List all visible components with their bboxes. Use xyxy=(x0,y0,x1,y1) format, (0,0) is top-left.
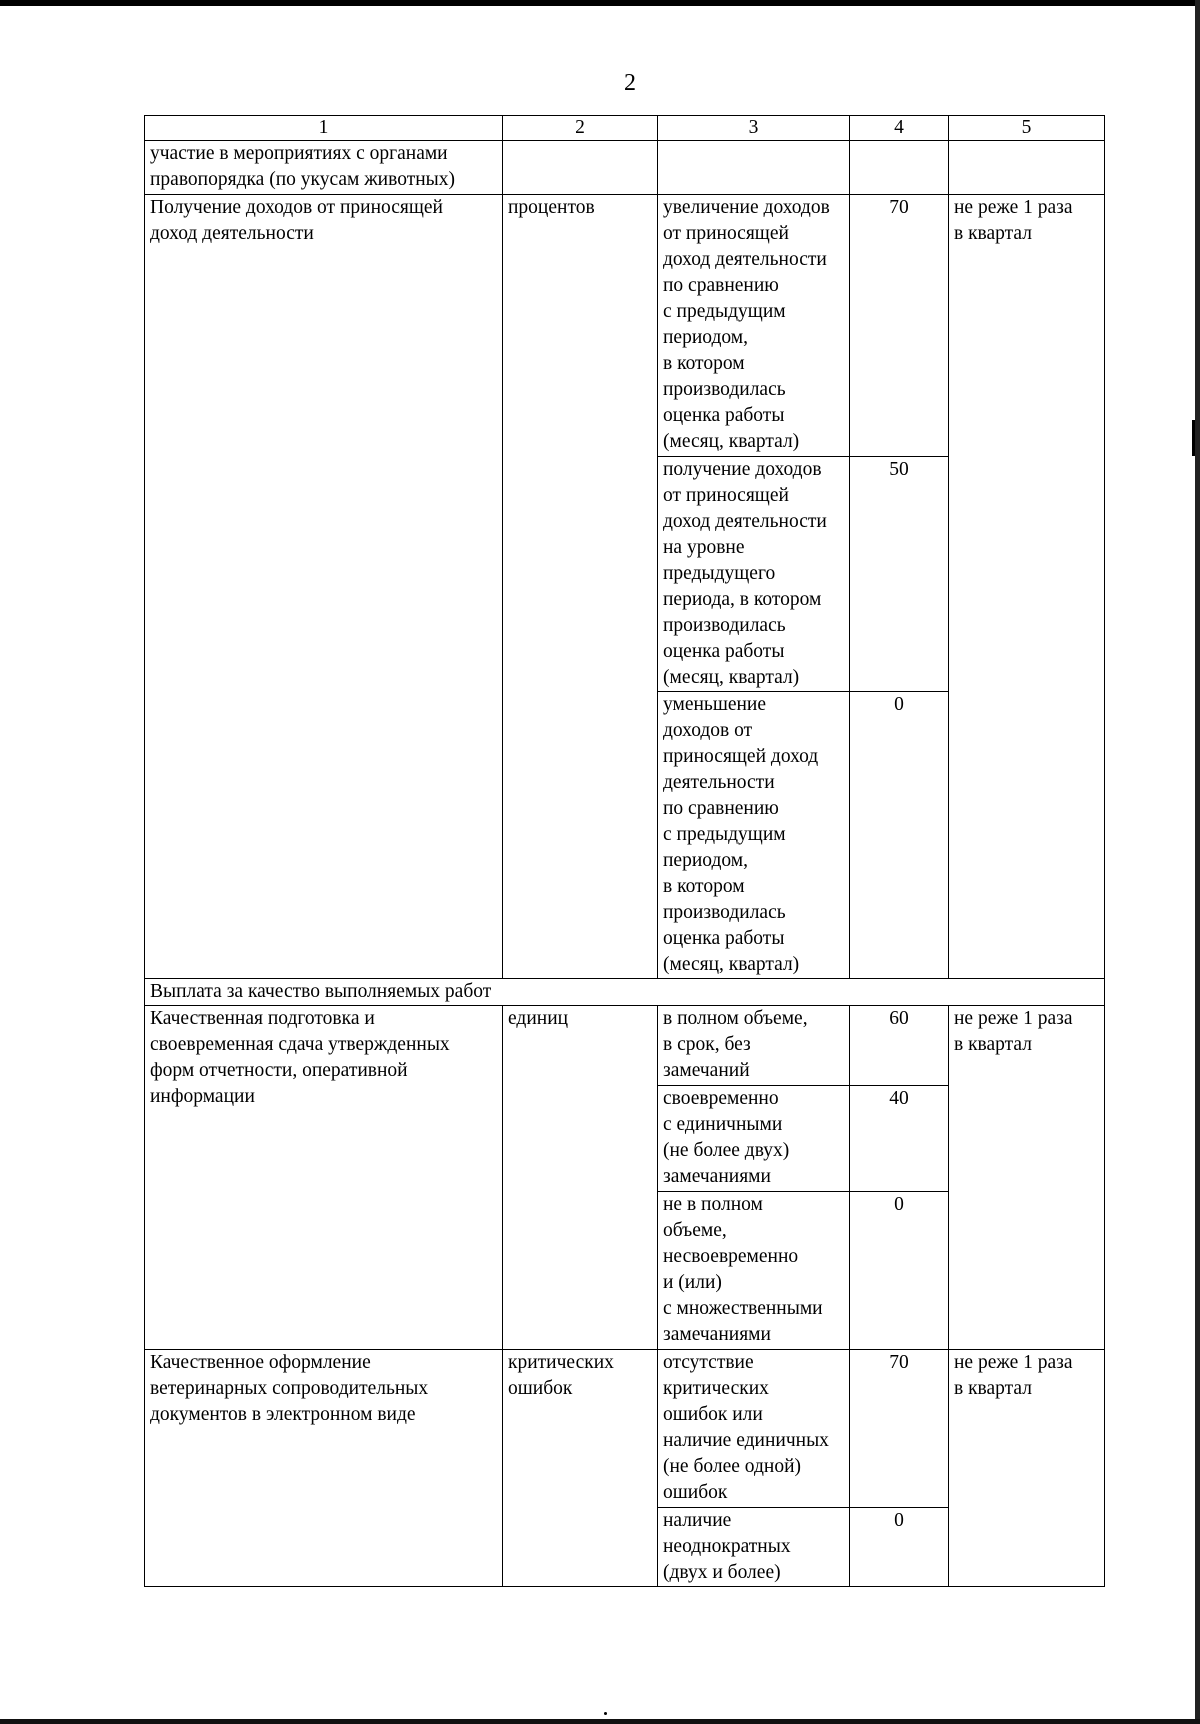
criterion-cell: своевременно с единичными (не более двух) замечаниями xyxy=(658,1086,850,1192)
indicator-cell: Получение доходов от приносящей доход деятельности xyxy=(145,195,503,979)
unit-cell: единиц xyxy=(503,1006,658,1350)
score-cell: 70 xyxy=(850,1350,949,1508)
table-row xyxy=(145,141,1105,195)
header-row xyxy=(145,116,1105,141)
criterion-cell: не в полном объеме, несвоевременно и (или) с множественными замечаниями xyxy=(658,1192,850,1350)
score-cell: 70 xyxy=(850,195,949,457)
column-header: 2 xyxy=(503,116,658,141)
criterion-cell: наличие неоднократных (двух и более) xyxy=(658,1508,850,1587)
empty-cell xyxy=(949,141,1105,195)
criterion-cell: уменьшение доходов от приносящей доход деятельности по сравнению с предыдущим периодом, в котором производилась оценка работы (месяц, квартал) xyxy=(658,692,850,979)
table-row xyxy=(145,1350,1105,1508)
empty-cell xyxy=(503,141,658,195)
section-row xyxy=(145,979,1105,1006)
empty-cell xyxy=(658,141,850,195)
scan-border-right xyxy=(1195,0,1200,1724)
scan-dot xyxy=(604,1712,607,1715)
criterion-cell: получение доходов от приносящей доход деятельности на уровне предыдущего периода, в котором производилась оценка работы (месяц, квартал) xyxy=(658,457,850,692)
score-cell: 0 xyxy=(850,1508,949,1587)
indicator-cell: Качественная подготовка и своевременная сдача утвержденных форм отчетности, оперативной информации xyxy=(145,1006,503,1350)
column-header: 3 xyxy=(658,116,850,141)
frequency-cell: не реже 1 раза в квартал xyxy=(949,1006,1105,1350)
indicator-cell: Качественное оформление ветеринарных сопроводительных документов в электронном виде xyxy=(145,1350,503,1587)
indicator-cell: участие в мероприятиях с органами правопорядка (по укусам животных) xyxy=(145,141,503,195)
criterion-cell: в полном объеме, в срок, без замечаний xyxy=(658,1006,850,1086)
column-header: 1 xyxy=(145,116,503,141)
scan-border-bottom xyxy=(0,1719,1200,1724)
score-cell: 60 xyxy=(850,1006,949,1086)
section-title: Выплата за качество выполняемых работ xyxy=(145,979,1105,1006)
score-cell: 0 xyxy=(850,1192,949,1350)
unit-cell: критических ошибок xyxy=(503,1350,658,1587)
page-number: 2 xyxy=(624,70,636,96)
empty-cell xyxy=(850,141,949,195)
unit-cell: процентов xyxy=(503,195,658,979)
frequency-cell: не реже 1 раза в квартал xyxy=(949,1350,1105,1587)
table-row xyxy=(145,1006,1105,1086)
column-header: 5 xyxy=(949,116,1105,141)
criterion-cell: отсутствие критических ошибок или наличие единичных (не более одной) ошибок xyxy=(658,1350,850,1508)
criteria-table xyxy=(144,115,1105,1587)
score-cell: 40 xyxy=(850,1086,949,1192)
table-row xyxy=(145,195,1105,457)
score-cell: 0 xyxy=(850,692,949,979)
frequency-cell: не реже 1 раза в квартал xyxy=(949,195,1105,979)
scan-border-top xyxy=(0,0,1200,6)
scan-mark xyxy=(1192,420,1195,456)
column-header: 4 xyxy=(850,116,949,141)
score-cell: 50 xyxy=(850,457,949,692)
criterion-cell: увеличение доходов от приносящей доход деятельности по сравнению с предыдущим периодом, в котором производилась оценка работы (месяц, квартал) xyxy=(658,195,850,457)
